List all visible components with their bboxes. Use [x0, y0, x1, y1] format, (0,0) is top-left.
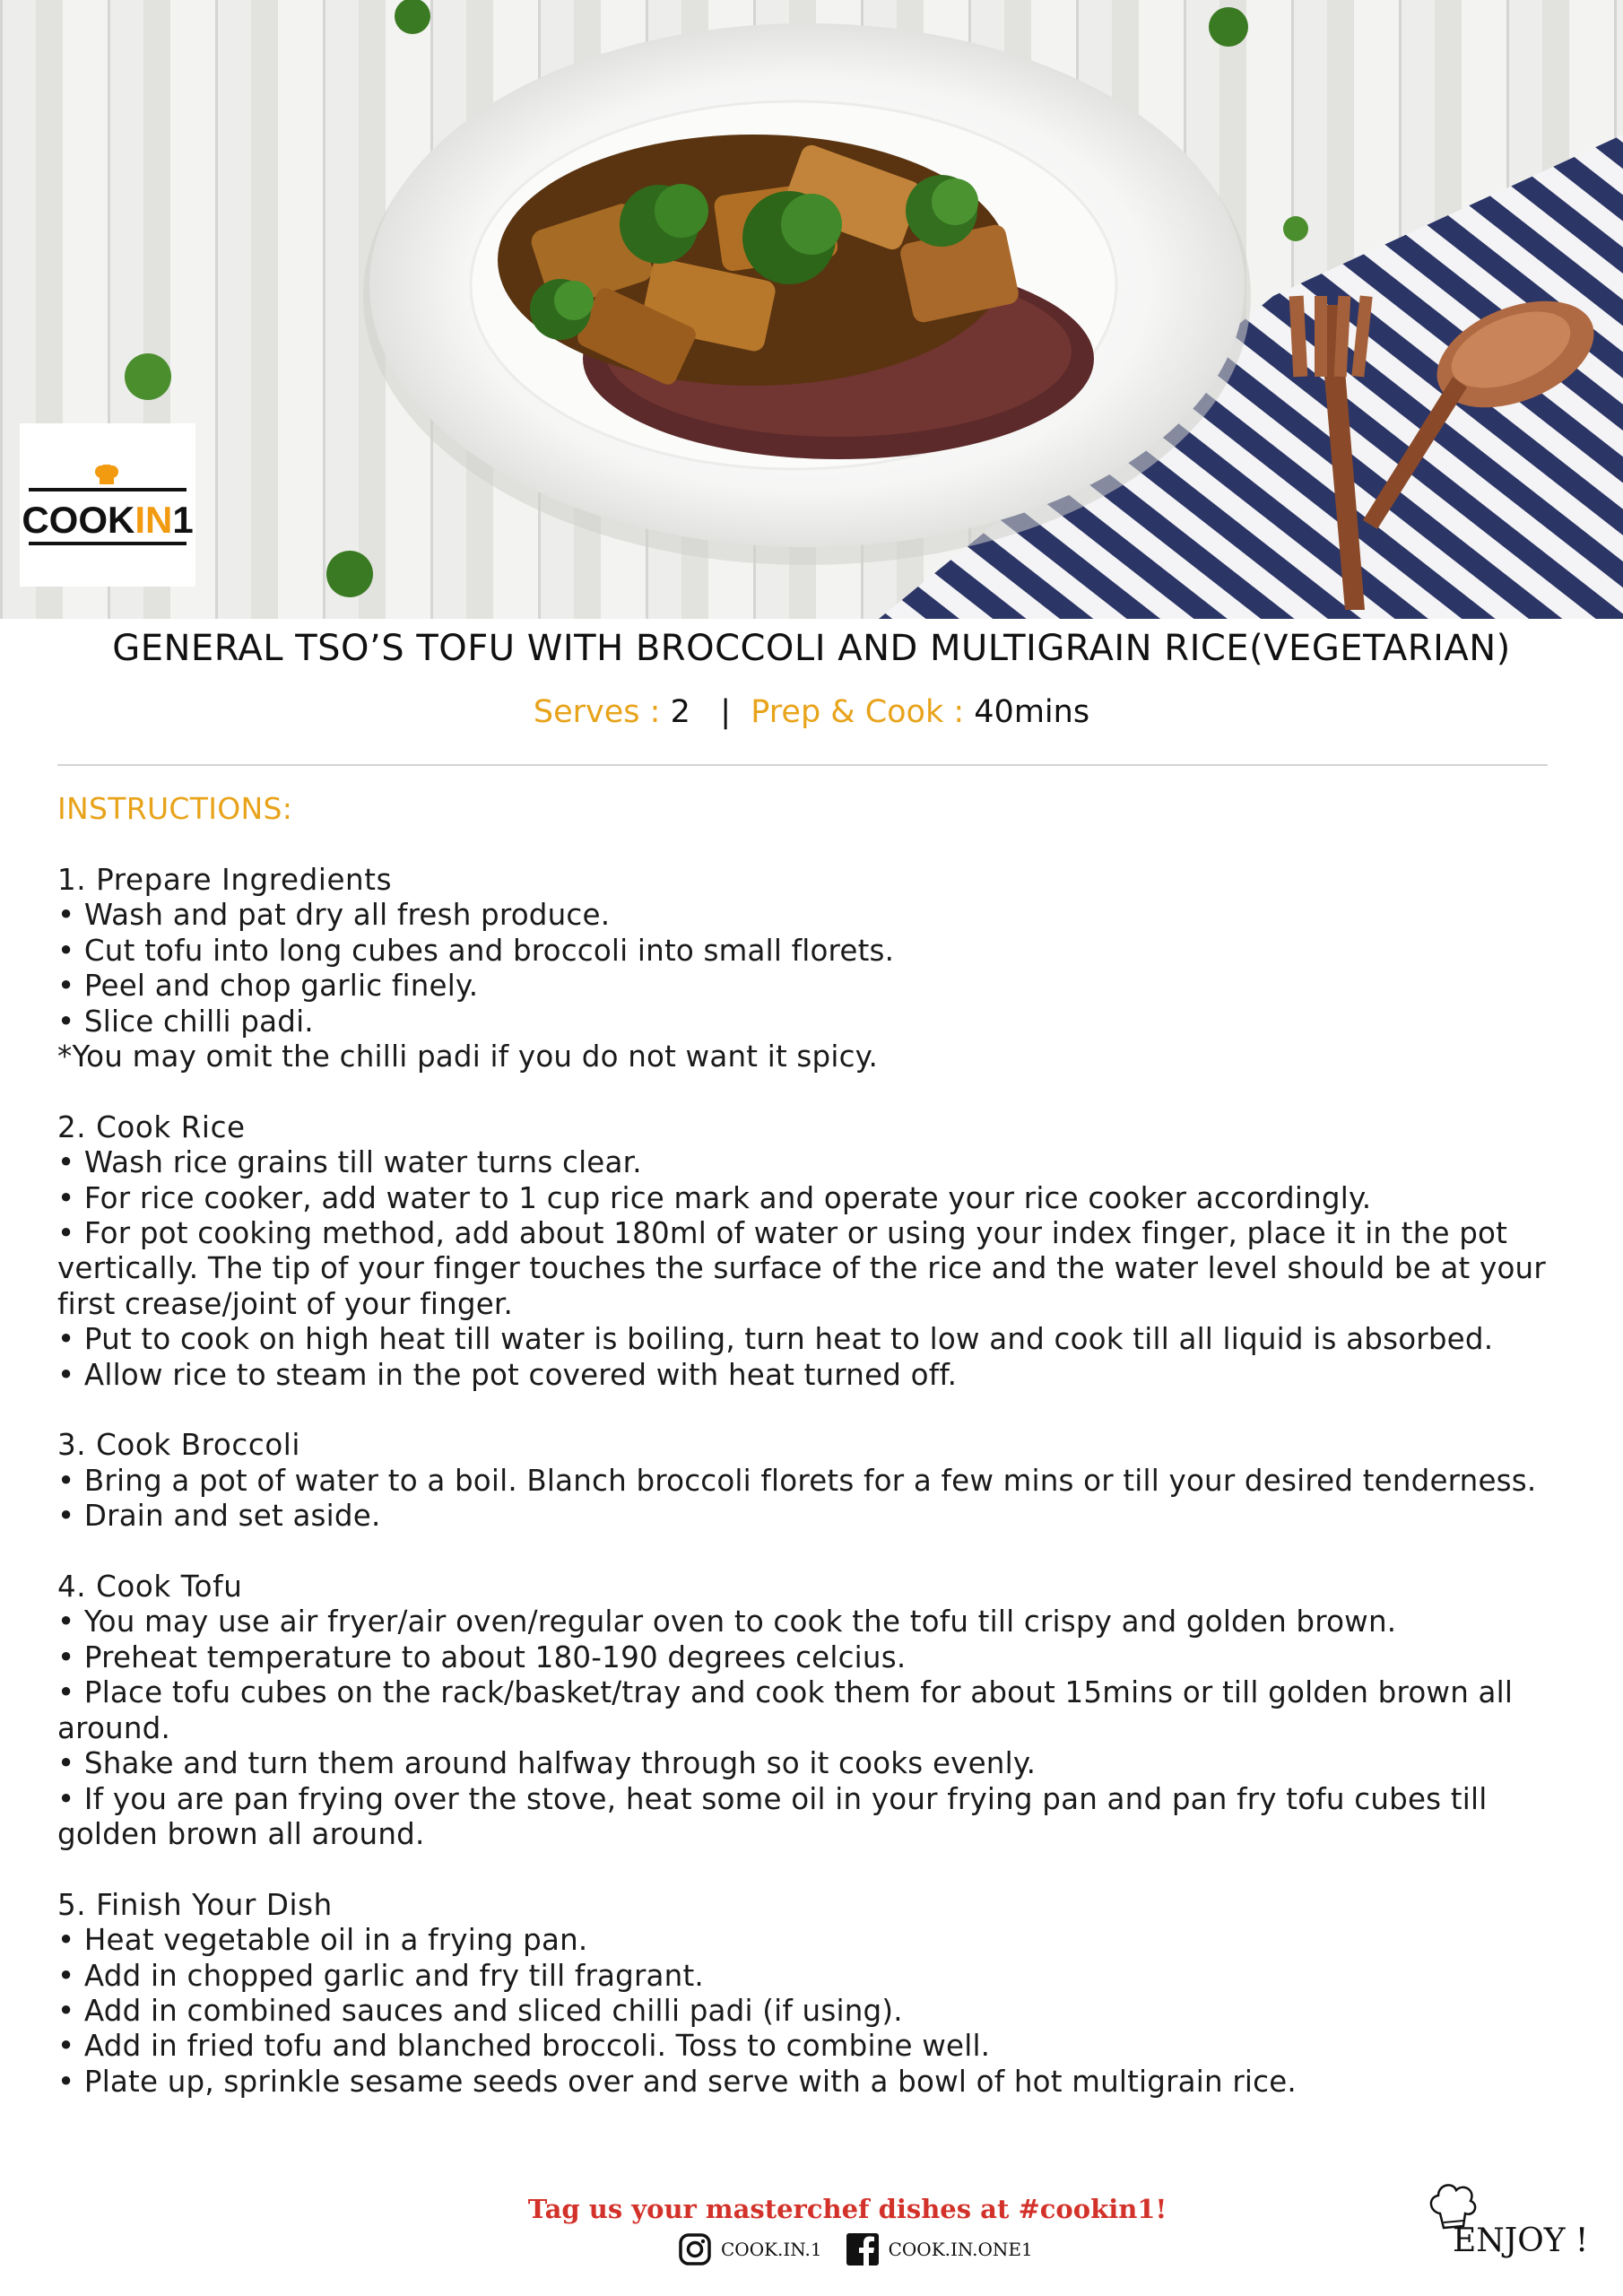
hero-photo: [0, 0, 1623, 619]
step-note: *You may omit the chilli padi if you do not want it spicy.: [57, 1039, 879, 1074]
step-line: • Wash and pat dry all fresh produce.: [57, 898, 611, 933]
step-line: • Bring a pot of water to a boil. Blanch broccoli florets for a few mins or till your desired tenderness.: [57, 1463, 1537, 1498]
step-line: • Preheat temperature to about 180-190 degrees celcius.: [57, 1639, 907, 1674]
instructions-list: [57, 863, 1564, 2135]
enjoy-text: ENJOY !: [1453, 2222, 1589, 2259]
social-links: [678, 2230, 1033, 2269]
step-line: • Drain and set aside.: [57, 1499, 381, 1534]
step-title: 1. Prepare Ingredients: [57, 863, 393, 897]
step-title: 3. Cook Broccoli: [57, 1428, 301, 1463]
logo-wordmark: COOKIN1: [22, 499, 194, 541]
instagram-icon[interactable]: [678, 2232, 712, 2266]
step-title: 2. Cook Rice: [57, 1109, 246, 1144]
step-line: • For rice cooker, add water to 1 cup rice mark and operate your rice cooker accordingly.: [57, 1180, 1372, 1215]
recipe-meta: [0, 694, 1623, 730]
step-line: • Cut tofu into long cubes and broccoli into small florets.: [57, 933, 895, 968]
step-prepare-ingredients: [57, 863, 1564, 1074]
step-line: • Shake and turn them around halfway through so it cooks evenly.: [57, 1746, 1037, 1781]
step-line: • Place tofu cubes on the rack/basket/tray and cook them for about 15mins or till golden brown all around.: [57, 1675, 1514, 1745]
meta-separator: |: [690, 694, 751, 730]
cookin1-logo: [20, 423, 195, 587]
step-line: • Add in fried tofu and blanched broccoli. Toss to combine well.: [57, 2029, 991, 2064]
step-line: • Plate up, sprinkle sesame seeds over and serve with a bowl of hot multigrain rice.: [57, 2064, 1297, 2099]
logo-rule-bottom: [29, 542, 187, 545]
time-value: 40mins: [974, 694, 1090, 730]
step-line: • Add in combined sauces and sliced chilli padi (if using).: [57, 1993, 903, 2028]
recipe-title: GENERAL TSO’S TOFU WITH BROCCOLI AND MULTIGRAIN RICE(VEGETARIAN): [112, 628, 1511, 669]
serves-value: 2: [670, 694, 690, 730]
facebook-icon[interactable]: [846, 2232, 880, 2266]
step-line: • Allow rice to steam in the pot covered with heat turned off.: [57, 1357, 958, 1392]
serves-label: Serves :: [533, 694, 671, 730]
time-label: Prep & Cook :: [751, 694, 975, 730]
step-finish-dish: [57, 1888, 1564, 2100]
step-line: • Slice chilli padi.: [57, 1004, 314, 1039]
step-line: • Put to cook on high heat till water is boiling, turn heat to low and cook till all liquid is absorbed.: [57, 1322, 1494, 1357]
step-title: 5. Finish Your Dish: [57, 1887, 333, 1922]
step-line: • For pot cooking method, add about 180ml of water or using your index finger, place it in the pot vertically. The tip of your finger touches the surface of the rice and the water level should be at your first crease/joint of your finger.: [57, 1216, 1546, 1321]
dish-illustration: [0, 0, 1623, 619]
step-line: • You may use air fryer/air oven/regular oven to cook the tofu till crispy and golden brown.: [57, 1605, 1397, 1639]
step-line: • Wash rice grains till water turns clear.: [57, 1145, 642, 1180]
instagram-handle[interactable]: COOK.IN.1: [721, 2239, 822, 2260]
logo-rule-top: [29, 488, 187, 491]
step-cook-broccoli: [57, 1428, 1564, 1534]
chef-hat-icon: [93, 465, 120, 484]
step-cook-rice: [57, 1110, 1564, 1393]
step-title: 4. Cook Tofu: [57, 1570, 243, 1605]
footer-tagline: Tag us your masterchef dishes at #cookin1!: [527, 2194, 1167, 2224]
divider: [57, 764, 1548, 766]
step-line: • Heat vegetable oil in a frying pan.: [57, 1923, 588, 1958]
step-cook-tofu: [57, 1570, 1564, 1852]
step-line: • Peel and chop garlic finely.: [57, 969, 479, 1004]
facebook-handle[interactable]: COOK.IN.ONE1: [888, 2239, 1033, 2260]
instructions-heading: INSTRUCTIONS:: [57, 791, 293, 826]
step-line: • If you are pan frying over the stove, heat some oil in your frying pan and pan fry tofu cubes till golden brown all around.: [57, 1781, 1488, 1851]
step-line: • Add in chopped garlic and fry till fragrant.: [57, 1958, 704, 1993]
